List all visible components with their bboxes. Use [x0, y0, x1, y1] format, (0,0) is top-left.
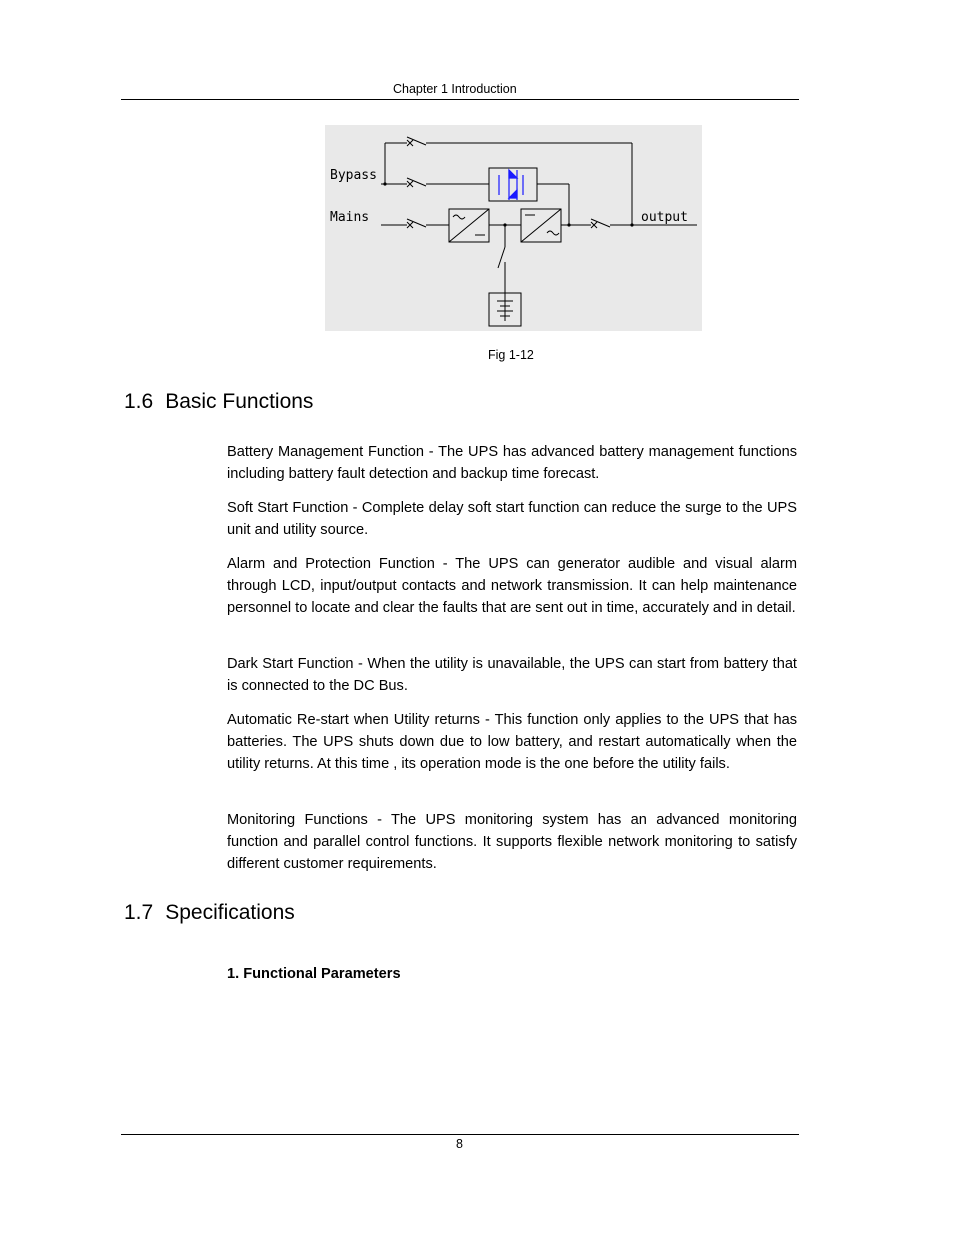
static-switch-thyristors [499, 170, 523, 200]
section-heading-specifications [124, 901, 295, 925]
footer-rule [121, 1134, 799, 1135]
section-number: 1.6 [124, 390, 154, 413]
section-title: Specifications [165, 901, 295, 924]
output-junction-dot [567, 223, 570, 226]
paragraph-soft-start: Soft Start Function - Complete delay soft start function can reduce the surge to the UPS unit and utility source. [227, 500, 797, 538]
ups-block-diagram [325, 125, 702, 331]
output-label: output [641, 210, 688, 225]
paragraph-dark-start: Dark Start Function - When the utility is unavailable, the UPS can start from battery that is connected to the DC Bus. [227, 656, 797, 694]
subheading-functional-parameters: 1. Functional Parameters [227, 966, 401, 982]
paragraph-auto-restart: Automatic Re-start when Utility returns - This function only applies to the UPS that has batteries. The UPS shuts down due to low battery, and restart automatically when the utility returns. At this time , its operation mode is the one before the utility fails. [227, 712, 797, 772]
section-title: Basic Functions [165, 390, 314, 413]
inverter-ac-symbol [547, 231, 559, 235]
header-rule [121, 99, 799, 100]
paragraph-monitoring: Monitoring Functions - The UPS monitoring system has an advanced monitoring function and parallel control functions. It supports flexible network monitoring to satisfy different customer requirements. [227, 812, 797, 872]
output-node-dot [630, 223, 633, 226]
paragraph-battery-management: Battery Management Function - The UPS has advanced battery management functions including battery fault detection and backup time forecast. [227, 444, 797, 482]
ups-block-diagram-svg [325, 125, 702, 331]
page-number: 8 [456, 1137, 463, 1151]
mains-label: Mains [330, 210, 370, 225]
bypass-label: Bypass [330, 168, 377, 183]
dc-bus-junction-dot [503, 223, 506, 226]
section-heading-basic-functions [124, 390, 313, 414]
rectifier-ac-symbol [453, 215, 465, 219]
figure-caption: Fig 1-12 [488, 348, 534, 362]
section-number: 1.7 [124, 901, 154, 924]
paragraph-alarm-protection: Alarm and Protection Function - The UPS can generator audible and visual alarm through LCD, input/output contacts and network transmission. It can help maintenance personnel to locate and clear the faults that are sent out in time, accurately and in detail. [227, 556, 797, 616]
bypass-junction-dot [383, 182, 386, 185]
battery-switch [498, 247, 505, 268]
running-header: Chapter 1 Introduction [393, 82, 517, 96]
